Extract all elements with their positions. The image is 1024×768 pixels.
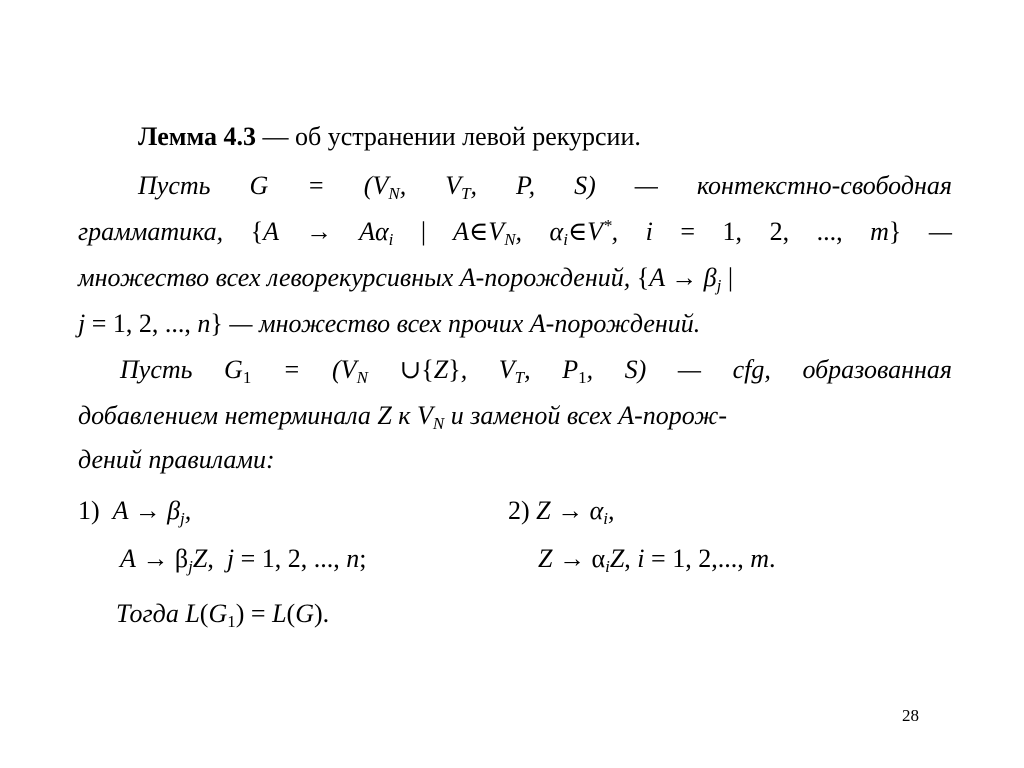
conclusion-word: Тогда [116, 599, 186, 628]
rule2-formula-a: $Z \to \alpha_i$, [536, 496, 615, 528]
page-number: 28 [902, 706, 919, 725]
lemma-subtitle: — об устранении левой рекурсии. [255, 122, 641, 151]
lemma-heading [138, 121, 641, 153]
para2-line3 [78, 444, 275, 476]
para1-line2-start: грамматика, [78, 217, 251, 246]
para2-line1-end: — cfg, образованная [646, 355, 952, 384]
rule2-line2 [538, 543, 775, 575]
para1-line1 [138, 170, 952, 202]
rule1-line2 [120, 543, 366, 575]
para1-line4-end: — множество всех прочих A-порождений. [222, 309, 701, 338]
vn-symbol: $V_N$ [416, 401, 445, 433]
left-recursive-set-formula: {$A \to A\alpha_i$ | $A\in V_N$, $\alpha_i\in V^*$, i = 1, 2, ..., m} [250, 216, 902, 249]
para1-line2: грамматика, {$A \to A\alpha_i$ | $A\in V_N$, $\alpha_i\in V^*$, i = 1, 2, ..., m} — [78, 216, 953, 249]
rule2-line1 [508, 495, 615, 527]
language-equality-formula: $L(G_1) = L(G)$. [185, 599, 330, 631]
rule1-formula-b: $A \to \beta_jZ$, j = 1, 2, ..., n; [120, 544, 367, 576]
conclusion-line [116, 598, 329, 630]
rule1-line1 [78, 495, 191, 527]
rule2-formula-b: $Z \to \alpha_iZ$, i = 1, 2,..., m. [538, 544, 776, 576]
para2-line1-start: Пусть [120, 355, 225, 384]
para2-line2-end: и заменой всех A-порож- [444, 401, 727, 430]
para1-line3-text: множество всех леворекурсивных A-порождений, [78, 263, 637, 292]
para1-line3 [78, 262, 733, 294]
rule1-number: 1) [78, 496, 100, 525]
lemma-title: Лемма 4.3 [138, 122, 256, 151]
para2-line2-start: добавлением нетерминала Z к [78, 401, 417, 430]
rule2-number: 2) [508, 496, 530, 525]
other-productions-formula-start: {$A \to \beta_j$ | [636, 263, 734, 295]
para1-line1-end: — контекстно-свободная [595, 171, 952, 200]
para2-line1 [120, 354, 952, 386]
grammar-def-formula: $G = (V_N$, $V_T$, P, S) [249, 171, 596, 203]
other-productions-formula-end: j = 1, 2, ..., n} [78, 309, 223, 338]
para2-line3-text: дений правилами: [78, 445, 275, 474]
para2-line2 [78, 400, 727, 432]
rule1-formula-a: $A \to \beta_j$, [112, 496, 192, 528]
new-grammar-formula: $G_1 = (V_N$ ∪{Z}, $V_T$, $P_1$, S) [224, 355, 647, 387]
para1-line1-start: Пусть [138, 171, 250, 200]
para1-line4 [78, 308, 700, 340]
